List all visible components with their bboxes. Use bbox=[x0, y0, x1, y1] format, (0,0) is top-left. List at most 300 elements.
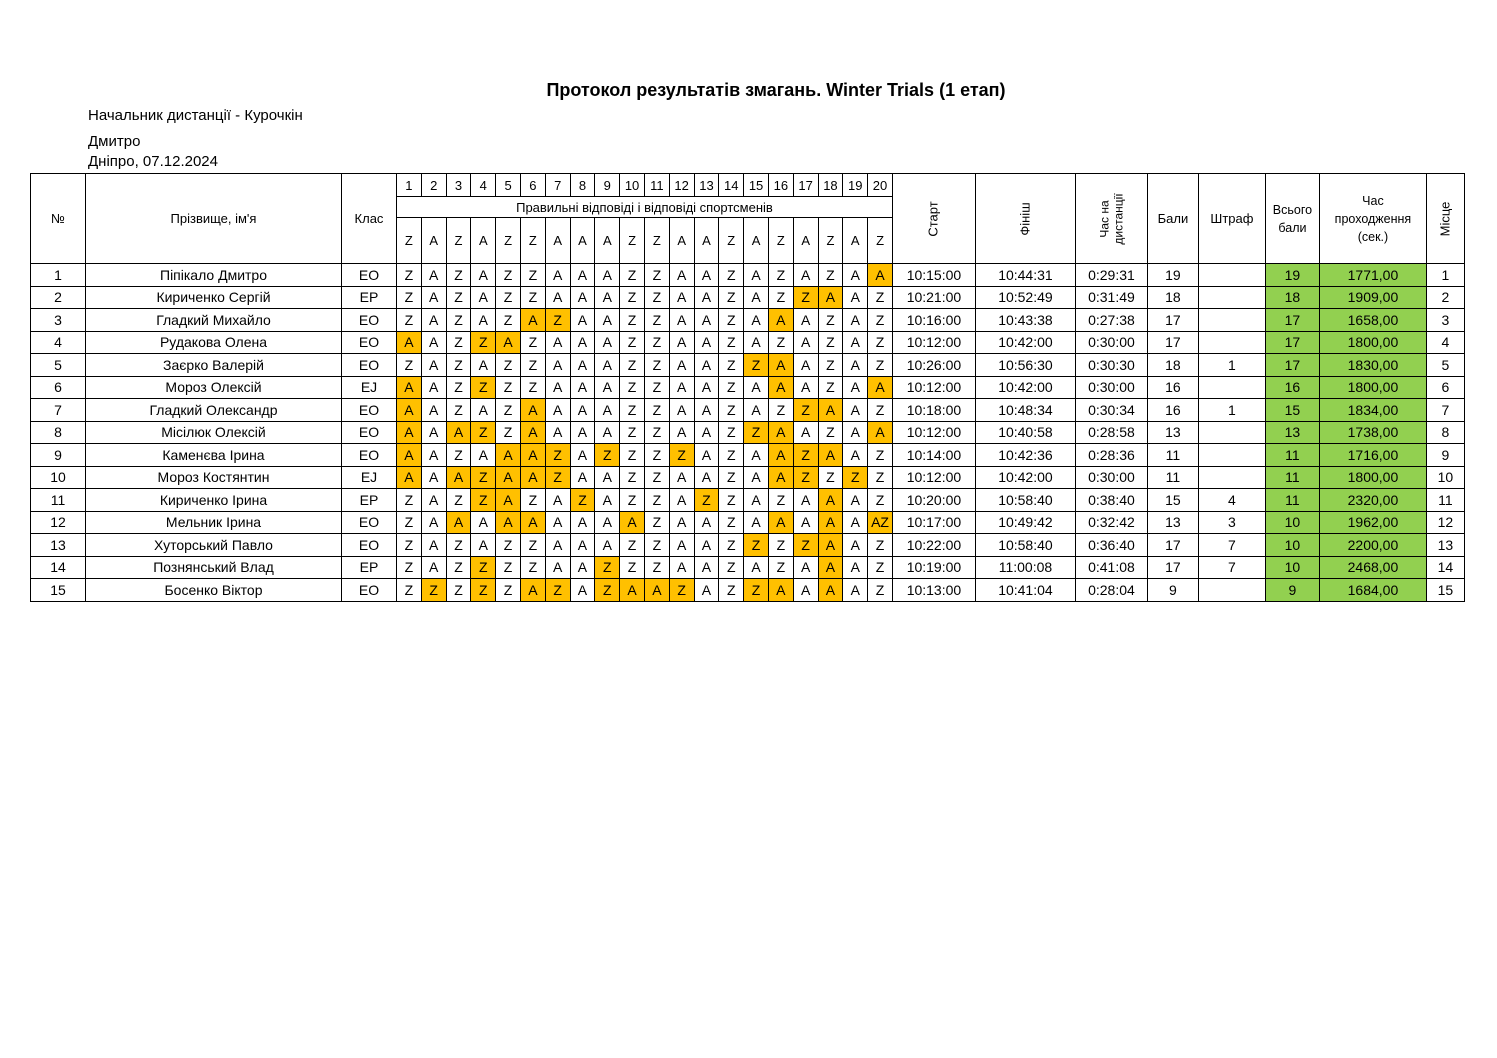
answer-cell: A bbox=[694, 421, 719, 444]
answer-cell: A bbox=[545, 376, 570, 399]
answer-cell: A bbox=[496, 466, 521, 489]
question-number: 10 bbox=[620, 174, 645, 197]
table-row bbox=[31, 489, 1465, 512]
header-dist-time bbox=[1075, 174, 1147, 264]
answer-cell: A bbox=[744, 331, 769, 354]
completion-time: 2320,00 bbox=[1319, 489, 1426, 512]
answer-cell: Z bbox=[496, 556, 521, 579]
answer-cell: A bbox=[818, 511, 843, 534]
points: 9 bbox=[1147, 579, 1198, 602]
answer-cell: A bbox=[843, 556, 868, 579]
answer-cell: A bbox=[570, 264, 595, 287]
question-number: 6 bbox=[520, 174, 545, 197]
completion-time: 2468,00 bbox=[1319, 556, 1426, 579]
answer-cell: Z bbox=[620, 354, 645, 377]
total-points: 9 bbox=[1265, 579, 1319, 602]
distance-time: 0:27:38 bbox=[1075, 309, 1147, 332]
table-row bbox=[31, 421, 1465, 444]
answer-cell: Z bbox=[868, 556, 893, 579]
answer-cell: A bbox=[545, 286, 570, 309]
answer-cell: Z bbox=[620, 534, 645, 557]
answer-cell: Z bbox=[818, 309, 843, 332]
place: 10 bbox=[1426, 466, 1464, 489]
answer-cell: Z bbox=[818, 264, 843, 287]
table-row bbox=[31, 286, 1465, 309]
answer-cell: A bbox=[595, 466, 620, 489]
answer-cell: A bbox=[669, 466, 694, 489]
completion-time: 1962,00 bbox=[1319, 511, 1426, 534]
answer-cell: A bbox=[669, 286, 694, 309]
start-time: 10:21:00 bbox=[892, 286, 975, 309]
answer-cell: A bbox=[570, 399, 595, 422]
participant-name: Мельник Ірина bbox=[86, 511, 342, 534]
answer-cell: A bbox=[496, 331, 521, 354]
participant-class: EJ bbox=[342, 376, 397, 399]
answer-cell: A bbox=[669, 376, 694, 399]
penalty bbox=[1198, 466, 1265, 489]
answer-cell: Z bbox=[868, 579, 893, 602]
answer-cell: A bbox=[793, 489, 818, 512]
answer-cell: Z bbox=[719, 399, 744, 422]
answer-cell: A bbox=[768, 579, 793, 602]
answer-cell: Z bbox=[446, 399, 471, 422]
correct-answer: A bbox=[545, 218, 570, 264]
answer-cell: A bbox=[520, 466, 545, 489]
correct-answer: A bbox=[694, 218, 719, 264]
participant-class: EO bbox=[342, 421, 397, 444]
answer-cell: A bbox=[595, 399, 620, 422]
answer-cell: Z bbox=[868, 309, 893, 332]
completion-time: 1658,00 bbox=[1319, 309, 1426, 332]
answer-cell: Z bbox=[744, 534, 769, 557]
answer-cell: Z bbox=[496, 399, 521, 422]
answer-cell: A bbox=[421, 511, 446, 534]
answer-cell: A bbox=[669, 489, 694, 512]
answer-cell: Z bbox=[496, 534, 521, 557]
correct-answer: Z bbox=[768, 218, 793, 264]
answer-cell: A bbox=[744, 444, 769, 467]
answer-cell: Z bbox=[644, 264, 669, 287]
start-time: 10:19:00 bbox=[892, 556, 975, 579]
answer-cell: Z bbox=[768, 286, 793, 309]
penalty bbox=[1198, 579, 1265, 602]
answer-cell: Z bbox=[868, 444, 893, 467]
table-row bbox=[31, 534, 1465, 557]
answer-cell: A bbox=[446, 421, 471, 444]
answer-cell: Z bbox=[719, 511, 744, 534]
answer-cell: Z bbox=[644, 489, 669, 512]
answer-cell: Z bbox=[793, 444, 818, 467]
answer-cell: A bbox=[471, 309, 496, 332]
answer-cell: A bbox=[446, 466, 471, 489]
answer-cell: Z bbox=[570, 489, 595, 512]
question-number: 20 bbox=[868, 174, 893, 197]
finish-time: 10:43:38 bbox=[975, 309, 1075, 332]
answer-cell: A bbox=[421, 354, 446, 377]
answer-cell: A bbox=[744, 466, 769, 489]
header-answers-caption: Правильні відповіді і відповіді спортсменів bbox=[397, 197, 893, 218]
answer-cell: Z bbox=[669, 444, 694, 467]
answer-cell: Z bbox=[868, 534, 893, 557]
answer-cell: Z bbox=[446, 309, 471, 332]
answer-cell: A bbox=[421, 399, 446, 422]
header-time-2: проходження bbox=[1334, 211, 1412, 226]
points: 11 bbox=[1147, 444, 1198, 467]
answer-cell: Z bbox=[818, 354, 843, 377]
answer-cell: Z bbox=[719, 421, 744, 444]
answer-cell: Z bbox=[644, 309, 669, 332]
answer-cell: A bbox=[694, 264, 719, 287]
total-points: 11 bbox=[1265, 444, 1319, 467]
header-dist-time-2: дистанції bbox=[1111, 192, 1126, 245]
answer-cell: Z bbox=[620, 331, 645, 354]
answer-cell: Z bbox=[496, 354, 521, 377]
answer-cell: Z bbox=[719, 579, 744, 602]
points: 17 bbox=[1147, 309, 1198, 332]
answer-cell: A bbox=[694, 309, 719, 332]
answer-cell: Z bbox=[397, 489, 422, 512]
answer-cell: A bbox=[520, 511, 545, 534]
answer-cell: Z bbox=[471, 376, 496, 399]
table-row bbox=[31, 331, 1465, 354]
answer-cell: Z bbox=[719, 354, 744, 377]
participant-name: Рудакова Олена bbox=[86, 331, 342, 354]
correct-answer: A bbox=[669, 218, 694, 264]
answer-cell: Z bbox=[768, 264, 793, 287]
answer-cell: A bbox=[545, 556, 570, 579]
answer-cell: A bbox=[496, 511, 521, 534]
answer-cell: A bbox=[818, 444, 843, 467]
total-points: 10 bbox=[1265, 556, 1319, 579]
answer-cell: A bbox=[570, 286, 595, 309]
answer-cell: Z bbox=[520, 331, 545, 354]
answer-cell: Z bbox=[719, 264, 744, 287]
row-number: 1 bbox=[31, 264, 86, 287]
answer-cell: A bbox=[570, 331, 595, 354]
header-time bbox=[1319, 174, 1426, 264]
row-number: 4 bbox=[31, 331, 86, 354]
table-row bbox=[31, 511, 1465, 534]
header-dist-time-1: Час на bbox=[1097, 199, 1112, 238]
penalty bbox=[1198, 286, 1265, 309]
answer-cell: AZ bbox=[868, 511, 893, 534]
finish-time: 10:41:04 bbox=[975, 579, 1075, 602]
answer-cell: Z bbox=[545, 579, 570, 602]
header-total-2: бали bbox=[1278, 220, 1307, 235]
answer-cell: A bbox=[421, 376, 446, 399]
answer-cell: Z bbox=[446, 264, 471, 287]
row-number: 3 bbox=[31, 309, 86, 332]
page-title: Протокол результатів змагань. Winter Trials (1 етап) bbox=[546, 80, 1006, 100]
distance-time: 0:29:31 bbox=[1075, 264, 1147, 287]
completion-time: 1771,00 bbox=[1319, 264, 1426, 287]
answer-cell: Z bbox=[595, 444, 620, 467]
answer-cell: A bbox=[669, 511, 694, 534]
answer-cell: A bbox=[595, 511, 620, 534]
completion-time: 1830,00 bbox=[1319, 354, 1426, 377]
row-number: 7 bbox=[31, 399, 86, 422]
answer-cell: Z bbox=[818, 421, 843, 444]
start-time: 10:14:00 bbox=[892, 444, 975, 467]
correct-answer: A bbox=[471, 218, 496, 264]
correct-answer: A bbox=[843, 218, 868, 264]
question-number: 12 bbox=[669, 174, 694, 197]
header-start-label: Старт bbox=[925, 201, 941, 237]
header-start bbox=[892, 174, 975, 264]
answer-cell: Z bbox=[520, 534, 545, 557]
total-points: 17 bbox=[1265, 354, 1319, 377]
answer-cell: A bbox=[744, 309, 769, 332]
answer-cell: A bbox=[669, 534, 694, 557]
participant-class: EO bbox=[342, 331, 397, 354]
start-time: 10:22:00 bbox=[892, 534, 975, 557]
answer-cell: A bbox=[868, 421, 893, 444]
answer-cell: A bbox=[570, 309, 595, 332]
answer-cell: A bbox=[595, 421, 620, 444]
answer-cell: A bbox=[818, 399, 843, 422]
answer-cell: Z bbox=[719, 444, 744, 467]
points: 13 bbox=[1147, 421, 1198, 444]
distance-time: 0:38:40 bbox=[1075, 489, 1147, 512]
answer-cell: A bbox=[545, 354, 570, 377]
participant-name: Босенко Віктор bbox=[86, 579, 342, 602]
answer-cell: Z bbox=[793, 286, 818, 309]
answer-cell: Z bbox=[694, 489, 719, 512]
distance-time: 0:30:00 bbox=[1075, 466, 1147, 489]
finish-time: 10:58:40 bbox=[975, 534, 1075, 557]
start-time: 10:12:00 bbox=[892, 331, 975, 354]
answer-cell: Z bbox=[496, 309, 521, 332]
answer-cell: A bbox=[669, 399, 694, 422]
place: 11 bbox=[1426, 489, 1464, 512]
finish-time: 10:42:00 bbox=[975, 376, 1075, 399]
answer-cell: A bbox=[694, 579, 719, 602]
participant-class: EP bbox=[342, 489, 397, 512]
answer-cell: A bbox=[545, 511, 570, 534]
answer-cell: A bbox=[397, 399, 422, 422]
header-finish-label: Фініш bbox=[1017, 202, 1033, 236]
answer-cell: A bbox=[421, 556, 446, 579]
answer-cell: Z bbox=[644, 399, 669, 422]
header-name: Прізвище, ім'я bbox=[86, 174, 342, 264]
answer-cell: A bbox=[843, 399, 868, 422]
answer-cell: A bbox=[595, 286, 620, 309]
header-num: № bbox=[31, 174, 86, 264]
answer-cell: Z bbox=[744, 421, 769, 444]
place: 5 bbox=[1426, 354, 1464, 377]
row-number: 14 bbox=[31, 556, 86, 579]
penalty bbox=[1198, 331, 1265, 354]
answer-cell: A bbox=[669, 421, 694, 444]
header-place-label: Місце bbox=[1437, 201, 1453, 237]
table-row bbox=[31, 264, 1465, 287]
answer-cell: A bbox=[397, 466, 422, 489]
answer-cell: Z bbox=[620, 309, 645, 332]
question-number: 9 bbox=[595, 174, 620, 197]
header-finish bbox=[975, 174, 1075, 264]
start-time: 10:12:00 bbox=[892, 466, 975, 489]
answer-cell: Z bbox=[644, 421, 669, 444]
participant-name: Гладкий Олександр bbox=[86, 399, 342, 422]
answer-cell: Z bbox=[446, 556, 471, 579]
row-number: 15 bbox=[31, 579, 86, 602]
answer-cell: Z bbox=[843, 466, 868, 489]
correct-answer: A bbox=[570, 218, 595, 264]
place: 3 bbox=[1426, 309, 1464, 332]
answer-cell: Z bbox=[446, 534, 471, 557]
participant-name: Гладкий Михайло bbox=[86, 309, 342, 332]
answer-cell: Z bbox=[520, 354, 545, 377]
participant-class: EP bbox=[342, 556, 397, 579]
answer-cell: A bbox=[520, 579, 545, 602]
correct-answer: Z bbox=[446, 218, 471, 264]
answer-cell: A bbox=[793, 556, 818, 579]
answer-cell: Z bbox=[471, 556, 496, 579]
answer-cell: Z bbox=[868, 331, 893, 354]
correct-answer: A bbox=[595, 218, 620, 264]
answer-cell: A bbox=[520, 421, 545, 444]
answer-cell: Z bbox=[520, 286, 545, 309]
place: 13 bbox=[1426, 534, 1464, 557]
answer-cell: Z bbox=[644, 534, 669, 557]
participant-class: EP bbox=[342, 286, 397, 309]
header-time-3: (сек.) bbox=[1357, 229, 1389, 244]
row-number: 2 bbox=[31, 286, 86, 309]
answer-cell: Z bbox=[446, 489, 471, 512]
answer-cell: A bbox=[694, 354, 719, 377]
row-number: 6 bbox=[31, 376, 86, 399]
answer-cell: Z bbox=[595, 579, 620, 602]
answer-cell: A bbox=[868, 264, 893, 287]
answer-cell: A bbox=[595, 534, 620, 557]
completion-time: 1738,00 bbox=[1319, 421, 1426, 444]
answer-cell: A bbox=[843, 534, 868, 557]
completion-time: 1909,00 bbox=[1319, 286, 1426, 309]
start-time: 10:12:00 bbox=[892, 376, 975, 399]
answer-cell: A bbox=[496, 489, 521, 512]
points: 16 bbox=[1147, 376, 1198, 399]
question-number: 3 bbox=[446, 174, 471, 197]
answer-cell: Z bbox=[644, 444, 669, 467]
answer-cell: Z bbox=[868, 286, 893, 309]
total-points: 19 bbox=[1265, 264, 1319, 287]
distance-time: 0:28:58 bbox=[1075, 421, 1147, 444]
penalty bbox=[1198, 309, 1265, 332]
answer-cell: Z bbox=[768, 489, 793, 512]
answer-cell: Z bbox=[446, 286, 471, 309]
answer-cell: Z bbox=[620, 489, 645, 512]
header-penalty-label: Штраф bbox=[1210, 211, 1254, 226]
answer-cell: A bbox=[843, 264, 868, 287]
place: 7 bbox=[1426, 399, 1464, 422]
participant-name: Піпікало Дмитро bbox=[86, 264, 342, 287]
answer-cell: A bbox=[768, 309, 793, 332]
answer-cell: A bbox=[397, 421, 422, 444]
answer-cell: A bbox=[694, 331, 719, 354]
answer-cell: Z bbox=[620, 286, 645, 309]
table-row bbox=[31, 579, 1465, 602]
answer-cell: Z bbox=[446, 376, 471, 399]
correct-answer: Z bbox=[818, 218, 843, 264]
answer-cell: A bbox=[793, 579, 818, 602]
answer-cell: Z bbox=[620, 444, 645, 467]
answer-cell: Z bbox=[446, 444, 471, 467]
completion-time: 1684,00 bbox=[1319, 579, 1426, 602]
answer-cell: Z bbox=[471, 331, 496, 354]
answer-cell: A bbox=[669, 331, 694, 354]
points: 18 bbox=[1147, 354, 1198, 377]
answer-cell: A bbox=[744, 376, 769, 399]
answer-cell: Z bbox=[520, 376, 545, 399]
answer-cell: Z bbox=[496, 264, 521, 287]
participant-name: Місілюк Олексій bbox=[86, 421, 342, 444]
distance-time: 0:32:42 bbox=[1075, 511, 1147, 534]
distance-time: 0:28:36 bbox=[1075, 444, 1147, 467]
answer-cell: Z bbox=[545, 466, 570, 489]
penalty: 1 bbox=[1198, 354, 1265, 377]
answer-cell: A bbox=[694, 534, 719, 557]
answer-cell: A bbox=[545, 534, 570, 557]
answer-cell: Z bbox=[768, 534, 793, 557]
header-points bbox=[1147, 174, 1198, 264]
answer-cell: Z bbox=[421, 579, 446, 602]
answer-cell: Z bbox=[768, 331, 793, 354]
completion-time: 1800,00 bbox=[1319, 331, 1426, 354]
answer-cell: A bbox=[768, 511, 793, 534]
answer-cell: Z bbox=[669, 579, 694, 602]
distance-time: 0:41:08 bbox=[1075, 556, 1147, 579]
header-time-1: Час bbox=[1362, 193, 1384, 208]
answer-cell: A bbox=[496, 444, 521, 467]
total-points: 10 bbox=[1265, 511, 1319, 534]
correct-answer: A bbox=[421, 218, 446, 264]
participant-class: EO bbox=[342, 511, 397, 534]
answer-cell: Z bbox=[793, 534, 818, 557]
total-points: 18 bbox=[1265, 286, 1319, 309]
answer-cell: A bbox=[843, 309, 868, 332]
question-number: 19 bbox=[843, 174, 868, 197]
points: 19 bbox=[1147, 264, 1198, 287]
answer-cell: A bbox=[843, 376, 868, 399]
completion-time: 1800,00 bbox=[1319, 376, 1426, 399]
start-time: 10:13:00 bbox=[892, 579, 975, 602]
table-row bbox=[31, 354, 1465, 377]
answer-cell: A bbox=[669, 556, 694, 579]
penalty bbox=[1198, 444, 1265, 467]
answer-cell: A bbox=[570, 466, 595, 489]
answer-cell: A bbox=[545, 331, 570, 354]
header-total-1: Всього bbox=[1272, 202, 1313, 217]
answer-cell: Z bbox=[520, 489, 545, 512]
correct-answer: Z bbox=[496, 218, 521, 264]
answer-cell: Z bbox=[397, 264, 422, 287]
answer-cell: A bbox=[620, 511, 645, 534]
header-penalty bbox=[1198, 174, 1265, 264]
question-number: 16 bbox=[768, 174, 793, 197]
distance-time: 0:30:34 bbox=[1075, 399, 1147, 422]
table-row bbox=[31, 399, 1465, 422]
place: 8 bbox=[1426, 421, 1464, 444]
question-number: 4 bbox=[471, 174, 496, 197]
row-number: 12 bbox=[31, 511, 86, 534]
participant-class: EO bbox=[342, 444, 397, 467]
answer-cell: A bbox=[669, 309, 694, 332]
answer-cell: A bbox=[744, 399, 769, 422]
participant-name: Кириченко Сергій bbox=[86, 286, 342, 309]
penalty bbox=[1198, 264, 1265, 287]
answer-cell: A bbox=[570, 556, 595, 579]
meta-line-3: Дніпро, 07.12.2024 bbox=[88, 153, 218, 170]
